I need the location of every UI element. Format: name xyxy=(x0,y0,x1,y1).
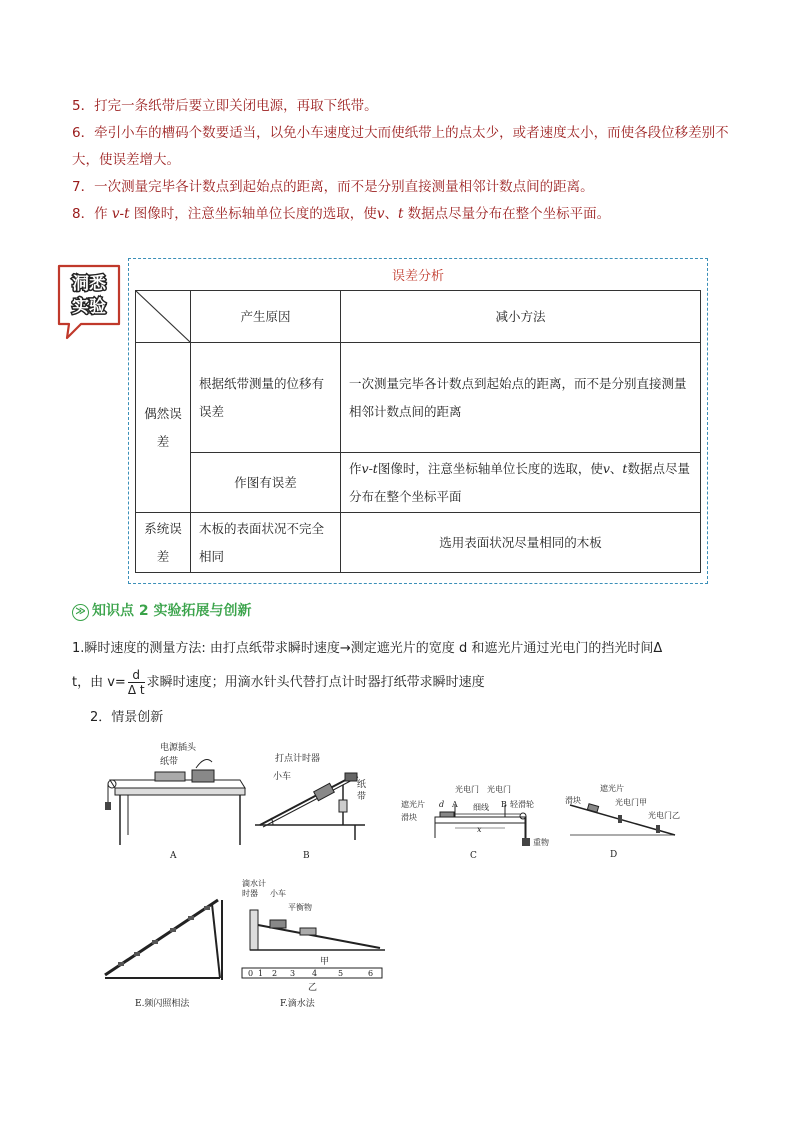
header-method: 减小方法 xyxy=(341,291,701,343)
table-row xyxy=(136,453,701,513)
fig-c-caption: C xyxy=(470,851,477,861)
double-chevron-icon: ≫ xyxy=(72,604,89,621)
fig-e-caption: E.频闪照相法 xyxy=(135,999,190,1009)
badge-line-1: 洞悉 xyxy=(72,274,106,294)
header-cause: 产生原因 xyxy=(191,291,341,343)
fig-b-caption: B xyxy=(303,851,310,861)
fig-c-d: d xyxy=(439,800,445,809)
diagonal-cell xyxy=(136,291,191,343)
fig-c-x: x xyxy=(477,825,482,834)
fig-a-label-tape: 纸带 xyxy=(160,757,179,767)
insight-experiment-badge xyxy=(55,262,125,340)
figure-d xyxy=(560,785,685,869)
fig-c-b: B xyxy=(501,800,507,809)
fig-c-a: A xyxy=(452,800,458,809)
method-cell: 一次测量完毕各计数点到起始点的距离，而不是分别直接测量相邻计数点间的距离 xyxy=(341,343,701,453)
figure-e xyxy=(100,880,240,1014)
systematic-error-type: 系统误差 xyxy=(136,513,191,573)
method-cell: 选用表面状况尽量相同的木板 xyxy=(341,513,701,573)
badge-line-2: 实验 xyxy=(72,297,106,317)
fig-d-gate-1: 光电门甲 xyxy=(615,798,647,807)
error-analysis-title: 误差分析 xyxy=(391,269,444,284)
error-analysis-table xyxy=(135,290,701,573)
fig-c-gate-2: 光电门 xyxy=(487,785,511,794)
fig-f-drip-1: 滴水计 xyxy=(242,879,266,888)
fig-c-slider: 滑块 xyxy=(401,813,417,822)
svg-text:4: 4 xyxy=(312,969,318,978)
svg-text:3: 3 xyxy=(290,969,296,978)
fig-f-yi: 乙 xyxy=(308,983,318,993)
svg-text:1: 1 xyxy=(258,969,264,978)
fig-c-thread: 细线 xyxy=(473,803,489,812)
note-8: 8．作 v-t 图像时，注意坐标轴单位长度的选取，使v、t 数据点尽量分布在整个坐标平面。 xyxy=(72,206,611,222)
fig-c-gate-1: 光电门 xyxy=(455,785,479,794)
error-analysis-box xyxy=(128,258,708,584)
figure-b xyxy=(255,745,375,869)
fig-c-pulley: 轻滑轮 xyxy=(510,800,534,809)
table-header-row xyxy=(136,291,701,343)
note-5: 5．打完一条纸带后要立即关闭电源，再取下纸带。 xyxy=(72,98,378,114)
scenario-innovation-heading: 2．情景创新 xyxy=(90,710,164,725)
fig-d-gate-2: 光电门乙 xyxy=(648,811,680,820)
fig-f-car: 小车 xyxy=(270,889,286,898)
table-row xyxy=(136,343,701,453)
accidental-error-type: 偶然误差 xyxy=(136,343,191,513)
fig-c-weight: 重物 xyxy=(533,838,549,847)
svg-text:6: 6 xyxy=(368,969,374,978)
cause-cell: 作图有误差 xyxy=(191,453,341,513)
svg-text:5: 5 xyxy=(338,969,344,978)
svg-text:2: 2 xyxy=(272,969,278,978)
method-cell: 作v-t图像时，注意坐标轴单位长度的选取，使v、t数据点尽量分布在整个坐标平面 xyxy=(341,453,701,513)
fig-f-drip-2: 时器 xyxy=(242,889,258,898)
fig-c-shade: 遮光片 xyxy=(401,800,425,809)
fig-a-caption: A xyxy=(170,851,177,861)
fraction-d-over-dt: $\frac{d}{\text{Δ t}}$ xyxy=(127,668,145,697)
cause-cell: 根据纸带测量的位移有误差 xyxy=(191,343,341,453)
fig-b-label-car: 小车 xyxy=(273,772,292,782)
fig-d-shade: 遮光片 xyxy=(600,784,624,793)
fig-d-caption: D xyxy=(610,850,618,860)
table-row xyxy=(136,513,701,573)
figure-c xyxy=(395,780,549,869)
note-7: 7．一次测量完毕各计数点到起始点的距离，而不是分别直接测量相邻计数点间的距离。 xyxy=(72,179,594,195)
fig-f-balance: 平衡物 xyxy=(288,903,312,912)
fig-b-label-timer: 打点计时器 xyxy=(275,754,321,764)
fig-a-label-plug: 电源插头 xyxy=(160,743,197,753)
fig-b-label-tape: 带 xyxy=(357,792,367,802)
knowledge-point-heading: ≫ 知识点 2 实验拓展与创新 xyxy=(72,600,252,621)
fig-f-caption: F.滴水法 xyxy=(280,999,315,1009)
precaution-notes xyxy=(72,93,732,228)
fig-d-slider: 滑块 xyxy=(565,796,581,805)
fig-f-jia: 甲 xyxy=(320,957,330,967)
figure-f xyxy=(240,880,390,1014)
cause-cell: 木板的表面状况不完全相同 xyxy=(191,513,341,573)
note-6: 6．牵引小车的槽码个数要适当，以免小车速度过大而使纸带上的点太少，或者速度太小，而使各段位移差别不大，使误差增大。 xyxy=(72,125,729,168)
figure-a xyxy=(100,740,250,869)
fig-b-label-paper: 纸 xyxy=(357,780,367,790)
svg-text:0: 0 xyxy=(248,969,254,978)
instantaneous-velocity-paragraph: 1.瞬时速度的测量方法: 由打点纸带求瞬时速度→测定遮光片的宽度 d 和遮光片通过光电门的挡光时间Δ t，由 v= $\frac{d}{\text{Δ t}}$ 求瞬时速度；用滴水针头代替打点计时器打纸带求瞬时速度 xyxy=(72,641,663,697)
